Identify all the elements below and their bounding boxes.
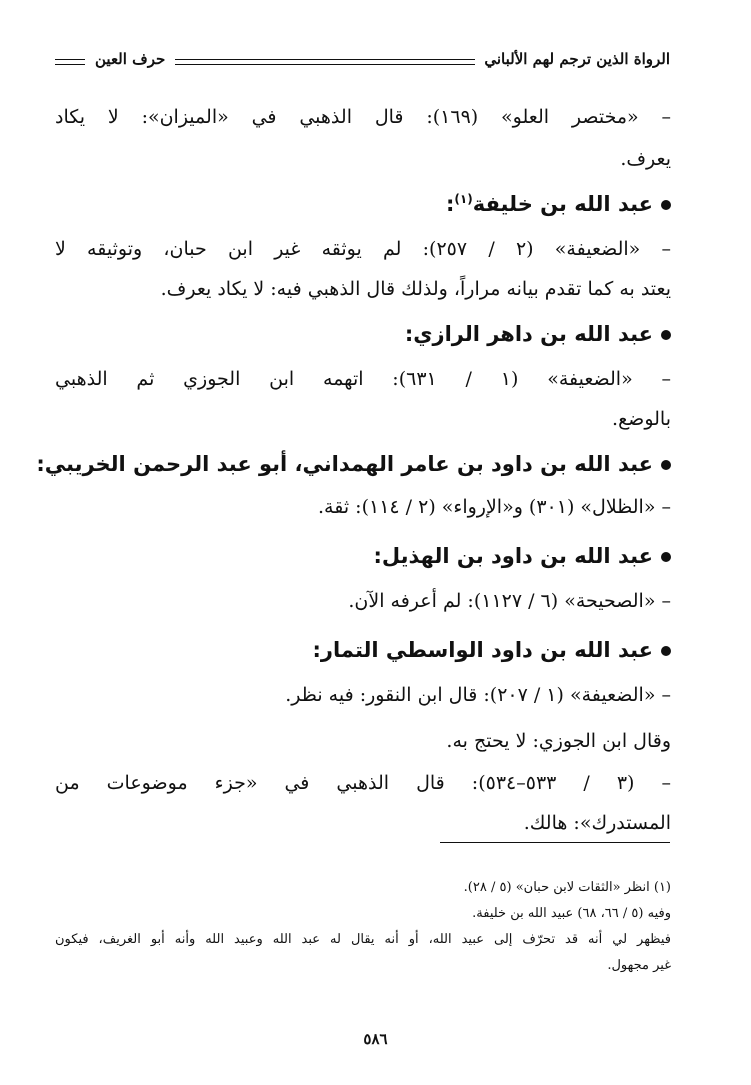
footnote-marker[interactable]: (١): [454, 192, 473, 206]
bullet-icon: [661, 646, 671, 656]
text-line: – «الظلال» (٣٠١) و«الإرواء» (٢ / ١١٤): ثقة.: [318, 496, 671, 518]
entry-heading: [405, 322, 671, 347]
footnote-line: وفيه (٥ / ٦٦، ٦٨) عبيد الله بن خليفة.: [472, 906, 671, 921]
entry-heading: [36, 452, 671, 477]
footnote-line: غير مجهول.: [607, 958, 671, 973]
text-line: – «الضعيفة» (١ / ٢٠٧): قال ابن النقور: فيه نظر.: [285, 684, 671, 706]
text-line: – «الضعيفة» (٢ / ٢٥٧): لم يوثقه غير ابن حبان، وتوثيقه لا: [55, 238, 672, 260]
text-line: يعرف.: [620, 148, 671, 170]
header-short-rule: [55, 59, 85, 65]
entry-heading-text: عبد الله بن داود بن الهذيل:: [373, 544, 653, 568]
bullet-icon: [661, 460, 671, 470]
entry-heading-text: عبد الله بن داود الواسطي التمار:: [312, 638, 653, 662]
bullet-icon: [661, 200, 671, 210]
entry-heading: [374, 544, 671, 569]
text-line: – «الصحيحة» (٦ / ١١٢٧): لم أعرفه الآن.: [348, 590, 671, 612]
entry-heading: [313, 638, 672, 663]
entry-heading-text: عبد الله بن داود بن عامر الهمداني، أبو عبد الرحمن الخريبي:: [36, 452, 653, 476]
footnote-separator: [440, 842, 670, 843]
text-line: – «الضعيفة» (١ / ٦٣١): اتهمه ابن الجوزي ثم الذهبي: [55, 368, 671, 390]
header-chapter: حرف العين: [95, 50, 166, 68]
text-line: – (٣ / ٥٣٣–٥٣٤): قال الذهبي في «جزء موضوعات من: [55, 772, 671, 794]
text-line: وقال ابن الجوزي: لا يحتج به.: [446, 730, 671, 752]
entry-heading: [446, 192, 671, 217]
text-line: بالوضع.: [612, 408, 671, 430]
text-line: المستدرك»: هالك.: [523, 812, 671, 834]
text-line: – «مختصر العلو» (١٦٩): قال الذهبي في «الميزان»: لا يكاد: [55, 106, 671, 128]
header-double-rule: [175, 59, 475, 65]
bullet-icon: [661, 552, 671, 562]
text-line: يعتد به كما تقدم بيانه مراراً، ولذلك قال الذهبي فيه: لا يكاد يعرف.: [160, 278, 671, 300]
heading-colon: :: [446, 192, 455, 216]
page-number: ٥٨٦: [363, 1030, 388, 1048]
entry-heading-text: عبد الله بن خليفة: [472, 192, 653, 216]
running-header: [55, 50, 670, 76]
bullet-icon: [661, 330, 671, 340]
footnote-line: (١) انظر «الثقات لابن حبان» (٥ / ٢٨).: [463, 880, 671, 895]
entry-heading-text: عبد الله بن داهر الرازي:: [404, 322, 653, 346]
footnote-line: فيظهر لي أنه قد تحرّف إلى عبيد الله، أو أنه يقال له عبد الله وعبيد الله وأنه أبو الغريف، فيكون: [55, 932, 671, 947]
header-title: الرواة الذين ترجم لهم الألباني: [484, 50, 670, 68]
